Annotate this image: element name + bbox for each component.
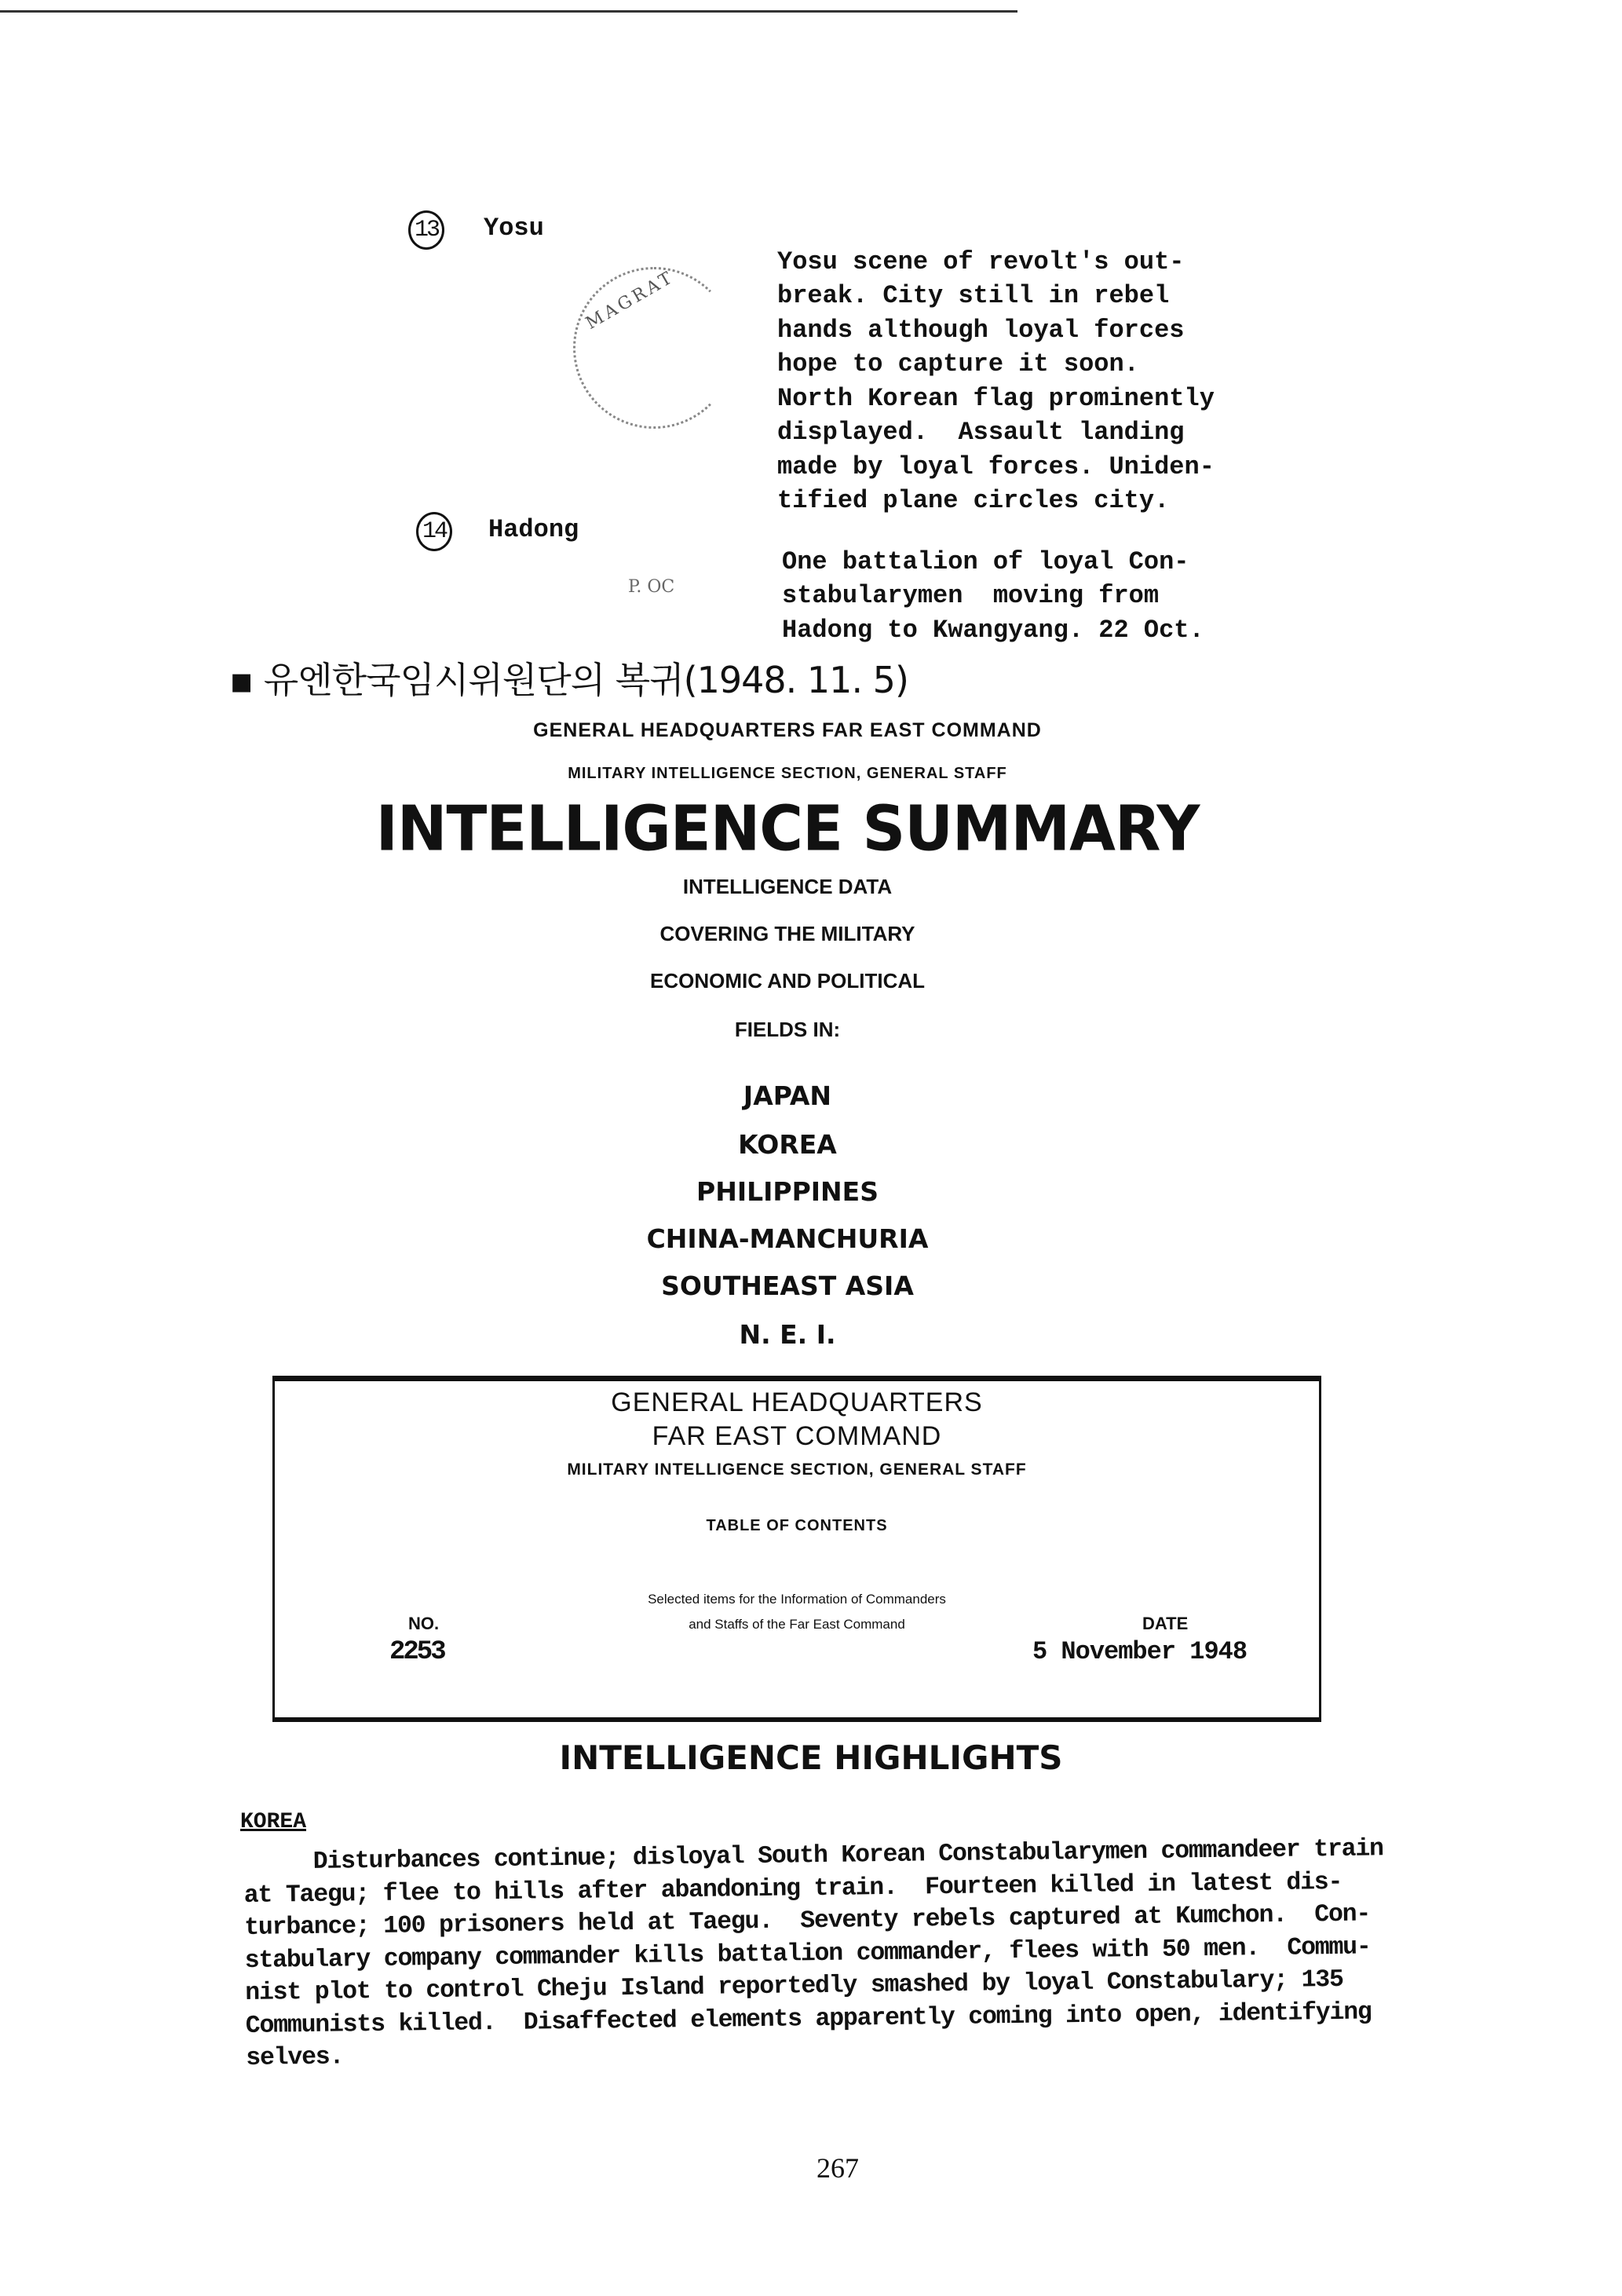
- cover-region: SOUTHEAST ASIA: [661, 1270, 914, 1301]
- date-label: DATE: [1142, 1614, 1189, 1633]
- entry-place-hadong: Hadong: [488, 515, 579, 544]
- box-mis: MILITARY INTELLIGENCE SECTION, GENERAL STAFF: [567, 1461, 1027, 1479]
- box-ghq: GENERAL HEADQUARTERS: [611, 1387, 983, 1417]
- box-fec: FAR EAST COMMAND: [652, 1421, 942, 1451]
- cover-region: JAPAN: [743, 1080, 832, 1111]
- highlights-region: KOREA: [240, 1810, 307, 1834]
- section-heading: ▪ 유엔한국임시위원단의 복귀(1948. 11. 5): [229, 659, 908, 701]
- top-rule: [0, 10, 1017, 13]
- cover-region: KOREA: [738, 1129, 837, 1160]
- masthead-box: [272, 1376, 1321, 1722]
- date-value: 5 November 1948: [1032, 1637, 1248, 1666]
- stamp-smudge: P. OC: [628, 577, 675, 597]
- highlights-title: INTELLIGENCE HIGHLIGHTS: [559, 1738, 1063, 1777]
- no-value: 2253: [389, 1637, 444, 1667]
- cover-subtitle-line: ECONOMIC AND POLITICAL: [649, 969, 926, 993]
- cover-subtitle-line: INTELLIGENCE DATA: [682, 875, 893, 898]
- entry-text-yosu: Yosu scene of revolt's out- break. City still in rebel hands although loyal forces hope to capture it soon. North Korean flag prominently displayed. Assault landing made by loyal forces. Uniden- tified plane circles city.: [777, 247, 1215, 515]
- stamp-lettering: MAGRAT: [583, 267, 678, 334]
- no-label: NO.: [408, 1614, 440, 1633]
- cover-subtitle-line: FIELDS IN:: [734, 1018, 841, 1041]
- box-toc: TABLE OF CONTENTS: [706, 1517, 888, 1534]
- cover-region: N. E. I.: [739, 1319, 836, 1350]
- cover-subtitle-line: COVERING THE MILITARY: [659, 922, 915, 945]
- entry-number-14: 14: [416, 512, 452, 551]
- page-number: 267: [816, 2152, 859, 2184]
- highlights-paragraph: Disturbances continue; disloyal South Korean Constabularymen commandeer train at Taegu; flee to hills after abandoning train. Fourteen killed in latest dis- turbance; 100 prisoners held at Taegu. Seventy rebels captured at Kumchon. Con- stabulary company commander kills battalion commander, flees with 50 men. Commu- nist plot to control Cheju Island reportedly smashed by loyal Constabulary; 135 Communists killed. Disaffected elements apparently coming into open, identifying selves.: [243, 1835, 1384, 2072]
- entry-number-13: 13: [408, 210, 444, 250]
- cover-region: PHILIPPINES: [696, 1176, 879, 1207]
- entry-place-yosu: Yosu: [484, 214, 544, 243]
- entry-text-hadong: One battalion of loyal Con- stabularymen moving from Hadong to Kwangyang. 22 Oct.: [782, 547, 1204, 645]
- cover-title: INTELLIGENCE SUMMARY: [375, 791, 1200, 865]
- box-selected-items: Selected items for the Information of Commanders and Staffs of the Far East Command: [648, 1592, 946, 1632]
- cover-header-mis: MILITARY INTELLIGENCE SECTION, GENERAL STAFF: [568, 765, 1007, 782]
- cover-header-ghq: GENERAL HEADQUARTERS FAR EAST COMMAND: [533, 719, 1042, 741]
- cover-region: CHINA-MANCHURIA: [646, 1223, 929, 1254]
